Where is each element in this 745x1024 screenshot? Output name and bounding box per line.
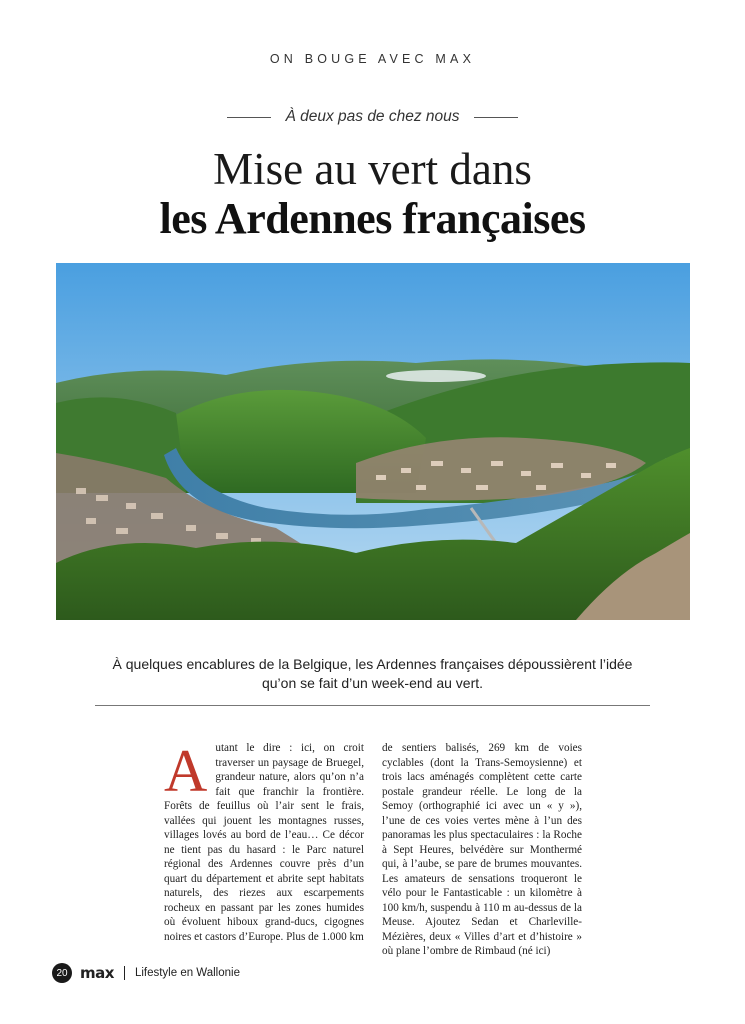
page-footer xyxy=(52,962,240,984)
rubric-rule-left xyxy=(227,117,271,118)
column-1-text: utant le dire : ici, on croit traverser un paysage de Bruegel, grandeur nature, alors qu’on n’a fait que franchir la frontière. Forêts de feuillus où l’air sent le frais, vallées qui jouent les montagnes russes, villages lovés au bord de l’eau… Ce décor ne tient pas du hasard : le Parc naturel régional des Ardennes couvre près d’un quart du département et abrite sept habitats naturels, des riezes aux escarpements rocheux en passant par les zones humides où évoluent hiboux grand-ducs, cigognes noires et castors d’Europe. Plus de 1.000 km xyxy=(164,742,364,943)
column-2-text: de sentiers balisés, 269 km de voies cyclables (dont la Trans-Semoysienne) et trois lacs aménagés complètent cette carte postale grandeur réelle. Le long de la Semoy (orthographié ici avec un « y »), l’une de ces voies vertes mène à l’un des panoramas les plus spectaculaires : la Roche à Sept Heures, belvédère sur Monthermé qui, à l’aube, se pare de brumes mouvantes. Les amateurs de sensations troqueront le vélo pour le Fantasticable : un kilomètre à 100 km/h, suspendu à 110 m au-dessus de la Meuse. Ajoutez Sedan et Charleville-Mézières, deux « Villes d’art et d’histoire » où plane l’ombre de Rimbaud (né ici) xyxy=(382,742,582,957)
lead-line1: À quelques encablures de la Belgique, les Ardennes françaises dépoussièrent l’idée xyxy=(112,656,633,672)
section-kicker: ON BOUGE AVEC MAX xyxy=(269,52,476,66)
lead-line2: qu’on se fait d’un week-end au vert. xyxy=(261,675,484,691)
page-title-line1: Mise au vert dans xyxy=(213,144,532,194)
rubric-rule-right xyxy=(474,117,518,118)
article-column-2 xyxy=(382,741,582,959)
lead-paragraph xyxy=(100,655,645,693)
footer-section: Lifestyle en Wallonie xyxy=(134,967,240,979)
rubric xyxy=(0,108,745,126)
dropcap: A xyxy=(164,738,208,804)
divider xyxy=(95,705,650,706)
landscape-photo-icon xyxy=(56,263,690,620)
rubric-label: À deux pas de chez nous xyxy=(285,108,460,125)
footer-separator xyxy=(124,966,125,980)
brand-logo: max xyxy=(80,964,114,982)
article-column-1 xyxy=(164,738,364,944)
page-title-line2: les Ardennes françaises xyxy=(159,194,586,243)
page-number: 20 xyxy=(52,963,72,983)
landscape-photo xyxy=(56,263,690,620)
